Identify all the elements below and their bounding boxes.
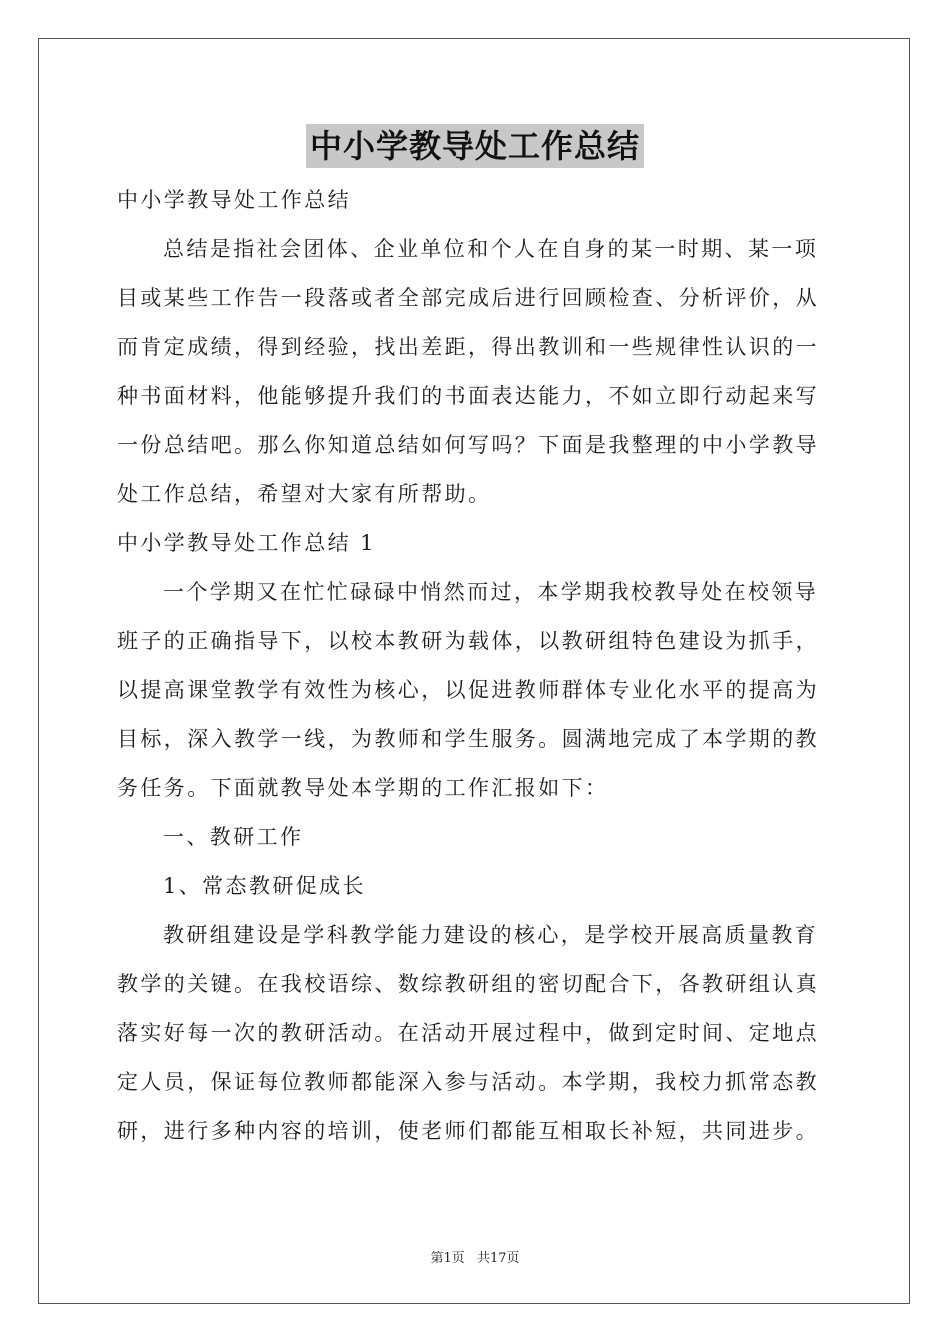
body-paragraph-1: 一个学期又在忙忙碌碌中悄然而过，本学期我校教导处在校领导班子的正确指导下，以校本教研为载体，以教研组特色建设为抓手，以提高课堂教学有效性为核心，以促进教师群体专业化水平的提高为目标，深入教学一线，为教师和学生服务。圆满地完成了本学期的教务任务。下面就教导处本学期的工作汇报如下： (117, 580, 819, 800)
page-number: 第1页 (430, 1251, 465, 1266)
body-paragraph-2: 教研组建设是学科教学能力建设的核心，是学校开展高质量教育教学的关键。在我校语综、数综教研组的密切配合下，各教研组认真落实好每一次的教研活动。在活动开展过程中，做到定时间、定地点定人员，保证每位教师都能深入参与活动。本学期，我校力抓常态教研，进行多种内容的培训，使老师们都能互相取长补短，共同进步。 (117, 923, 819, 1143)
document-subtitle: 中小学教导处工作总结 (117, 188, 351, 212)
intro-paragraph: 总结是指社会团体、企业单位和个人在自身的某一时期、某一项目或某些工作告一段落或者全部完成后进行回顾检查、分析评价，从而肯定成绩，得到经验，找出差距，得出教训和一些规律性认识的一种书面材料，他能够提升我们的书面表达能力，不如立即行动起来写一份总结吧。那么你知道总结如何写吗？下面是我整理的中小学教导处工作总结，希望对大家有所帮助。 (117, 237, 819, 506)
title-container (0, 124, 950, 168)
total-pages: 共17页 (476, 1251, 520, 1266)
document-title: 中小学教导处工作总结 (306, 124, 644, 168)
subheading-routine-research: 1、常态教研促成长 (163, 874, 366, 898)
document-body (117, 176, 833, 1156)
section-heading: 中小学教导处工作总结 1 (117, 531, 376, 555)
page-footer (0, 1247, 950, 1266)
heading-teaching-research: 一、教研工作 (163, 825, 304, 849)
